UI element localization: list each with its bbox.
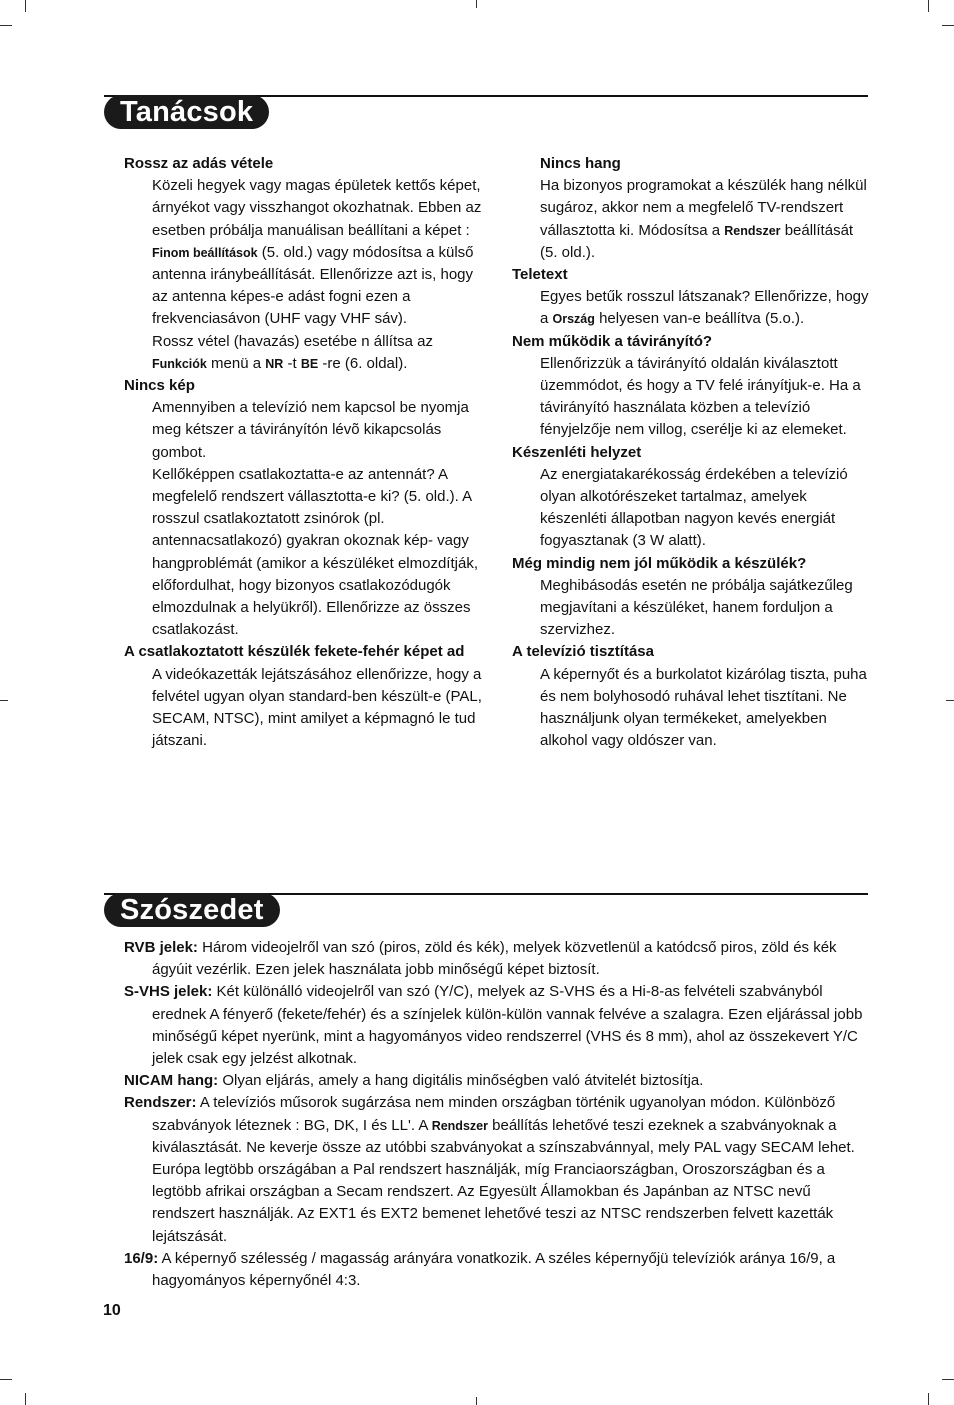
tip-text: Közeli hegyek vagy magas épületek kettős képet, árnyékot vagy visszhangot okozhatnak. Ebben az esetben próbálja manuálisan beállítani a képet : (152, 177, 482, 239)
tip-body (124, 175, 490, 330)
crop-mark (928, 0, 929, 12)
tip-text: A képernyőt és a burkolatot kizárólag tiszta, puha és nem bolyhosodó ruhával lehet tisztítani. Ne használjunk olyan termékeket, amelyekben alkohol vagy oldószer van. (540, 665, 867, 750)
glossary-entry (124, 1092, 868, 1247)
glossary-term: S-VHS jelek: (124, 983, 213, 1001)
page-number: 10 (103, 1302, 121, 1319)
glossary-entry (124, 1248, 868, 1292)
crop-mark (476, 0, 477, 8)
crop-mark (928, 1393, 929, 1405)
tip-body (124, 331, 490, 375)
tip-body (124, 397, 490, 464)
crop-mark (0, 25, 12, 26)
tips-right-column (512, 153, 872, 752)
menu-term: Finom beállítások (152, 245, 258, 260)
tip-text: helyesen van-e beállítva (5.o.). (594, 310, 805, 328)
menu-term: Funkciók (152, 356, 207, 371)
tip-body (512, 353, 872, 442)
tip-heading: Készenléti helyzet (512, 443, 642, 461)
glossary-term: NICAM hang: (124, 1072, 219, 1090)
crop-mark (0, 700, 8, 701)
menu-term: Ország (552, 312, 595, 327)
glossary-entry (124, 1070, 868, 1092)
tip-body (512, 575, 872, 642)
glossary-text: Három videojelről van szó (piros, zöld és kék), melyek közvetlenül a katódcső piros, zöld és kék ágyúit vezérlik. Ezen jelek használata jobb minőségű képet biztosít. (152, 939, 837, 979)
tip-body (124, 464, 490, 642)
tip-heading: A csatlakoztatott készülék fekete-fehér képet ad (124, 643, 465, 661)
crop-mark (476, 1397, 477, 1405)
glossary-term: RVB jelek: (124, 939, 198, 956)
tips-left-column (124, 153, 490, 752)
section-title-tips: Tanácsok (104, 95, 269, 129)
glossary-text: Olyan eljárás, amely a hang digitális minőségben való átvitelét biztosítja. (218, 1072, 704, 1090)
menu-term: NR (265, 356, 284, 371)
tip-text: Meghibásodás esetén ne próbálja sajátkezűleg megjavítani a készüléket, hanem forduljon a szervizhez. (540, 576, 853, 639)
tip-body (512, 464, 872, 553)
crop-mark (942, 1379, 954, 1380)
tip-heading: Még mindig nem jól működik a készülék? (512, 554, 807, 572)
tip-text: Kellőképpen csatlakoztatta-e az antennát? A megfelelő rendszert vállasztotta-e ki? (5. old.). A rosszul csatlakoztatott zsinórok (pl. antennacsatlakozó) gyakran okoznak kép- vagy hangproblémát (amikor a készüléket elmozdítják, előfordulhat, hogy bizonyos csatlakozódugók elmozdulnak a helyükről). Ellenőrizze az összes csatlakozást. (152, 465, 478, 639)
tip-text: Ellenőrizzük a távirányító oldalán kiválasztott üzemmódot, és hogy a TV felé irányítjuk-e. Ha a távirányító használata közben a televízió fényjelzője nem villog, cserélje ki az elemeket. (540, 354, 861, 439)
glossary-entry (124, 981, 868, 1070)
tip-text: Ha bizonyos programokat a készülék hang nélkül sugároz, akkor nem a megfelelő TV-rendszert vállasztotta ki. Módosítsa a (540, 177, 867, 239)
tip-text: Amennyiben a televízió nem kapcsol be nyomja meg kétszer a távirányítón lévõ kikapcsolás gombot. (152, 399, 469, 461)
tip-text: Rossz vétel (havazás) esetébe n állítsa az (152, 332, 433, 350)
tip-text: (5. old.) vagy módosítsa a külső antenna iránybeállítását. Ellenőrizze azt is, hogy az antenna képes-e adást fogni ezen a frekvenciasávon (UHF vagy VHF sáv). (152, 243, 474, 328)
tip-heading: Rossz az adás vétele (124, 155, 274, 172)
crop-mark (25, 1393, 26, 1405)
crop-mark (946, 700, 954, 701)
glossary-entry (124, 937, 868, 981)
crop-mark (942, 25, 954, 26)
tip-body (512, 175, 872, 264)
tip-text: Az energiatakarékosság érdekében a televízió olyan alkotórészeket tartalmaz, amelyek készenléti állapotban nagyon kevés energiát fogyasztanak (3 W alatt). (540, 465, 848, 550)
tip-text: menü a (206, 354, 266, 372)
tip-heading: Nem működik a távirányító? (512, 332, 713, 350)
tip-heading: A televízió tisztítása (512, 643, 654, 661)
tip-text: -re (6. oldal). (318, 354, 408, 372)
tip-body (124, 664, 490, 753)
tip-heading: Nincs kép (124, 377, 195, 395)
glossary-term: 16/9: (124, 1249, 159, 1267)
glossary-text: beállítás lehetővé teszi ezeknek a szabványoknak a kiválasztását. Ne keverje össze az utóbbi szabványokat a színszabvánnyal, mely PAL vagy SECAM lehet. Európa legtöbb országában a Pal rendszert használják, míg Franciaországban, Oroszországban és a legtöbb afrikai országban a Secam rendszert. Az Egyesült Államokban és Japánban az NTSC nevű rendszert használják. Az EXT1 és EXT2 bemenet lehetővé teszi az NTSC rendszerben felvett kazetták lejátszását. (152, 1116, 855, 1245)
tip-text: Egyes betűk rosszul látszanak? Ellenőrizze, hogy a (540, 288, 869, 328)
crop-mark (0, 1379, 12, 1380)
menu-term: BE (300, 356, 319, 371)
crop-mark (25, 0, 26, 12)
glossary-text: Két különálló videojelről van szó (Y/C), melyek az S-VHS és a Hi-8-as felvételi szabványból erednek A fényerő (fekete/fehér) és a színjelek külön-külön vannak felvéve a szalagra. Ezen eljárással jobb minőségű képet nyerünk, mint a hagyományos video rendszerrel (VHS és 8 mm), ahol az összekevert Y/C jelek csak egy jelzést alkotnak. (152, 983, 863, 1068)
tip-text: beállítását (5. old.). (540, 221, 854, 261)
menu-term: Rendszer (724, 223, 781, 238)
tip-text: -t (283, 354, 301, 372)
glossary-term: Rendszer: (124, 1094, 197, 1112)
tip-heading: Nincs hang (540, 155, 621, 172)
tip-body (512, 664, 872, 753)
section-title-glossary: Szószedet (104, 893, 280, 927)
glossary-list (124, 937, 868, 1292)
tip-text: A videókazetták lejátszásához ellenőrizze, hogy a felvétel ugyan olyan standard-ben készült-e (PAL, SECAM, NTSC), mint amilyet a képmagnó le tud játszani. (152, 665, 482, 750)
tip-body (512, 286, 872, 330)
glossary-text: A televíziós műsorok sugárzása nem minden országban történik ugyanolyan módon. Különböző szabványok léteznek : BG, DK, I és LL'. A (152, 1094, 836, 1134)
menu-term: Rendszer (431, 1118, 488, 1133)
glossary-text: A képernyő szélesség / magasság arányára vonatkozik. A széles képernyőjü televíziók aránya 16/9, a hagyományos képernyőnél 4:3. (152, 1249, 836, 1290)
tip-heading: Teletext (512, 266, 568, 284)
